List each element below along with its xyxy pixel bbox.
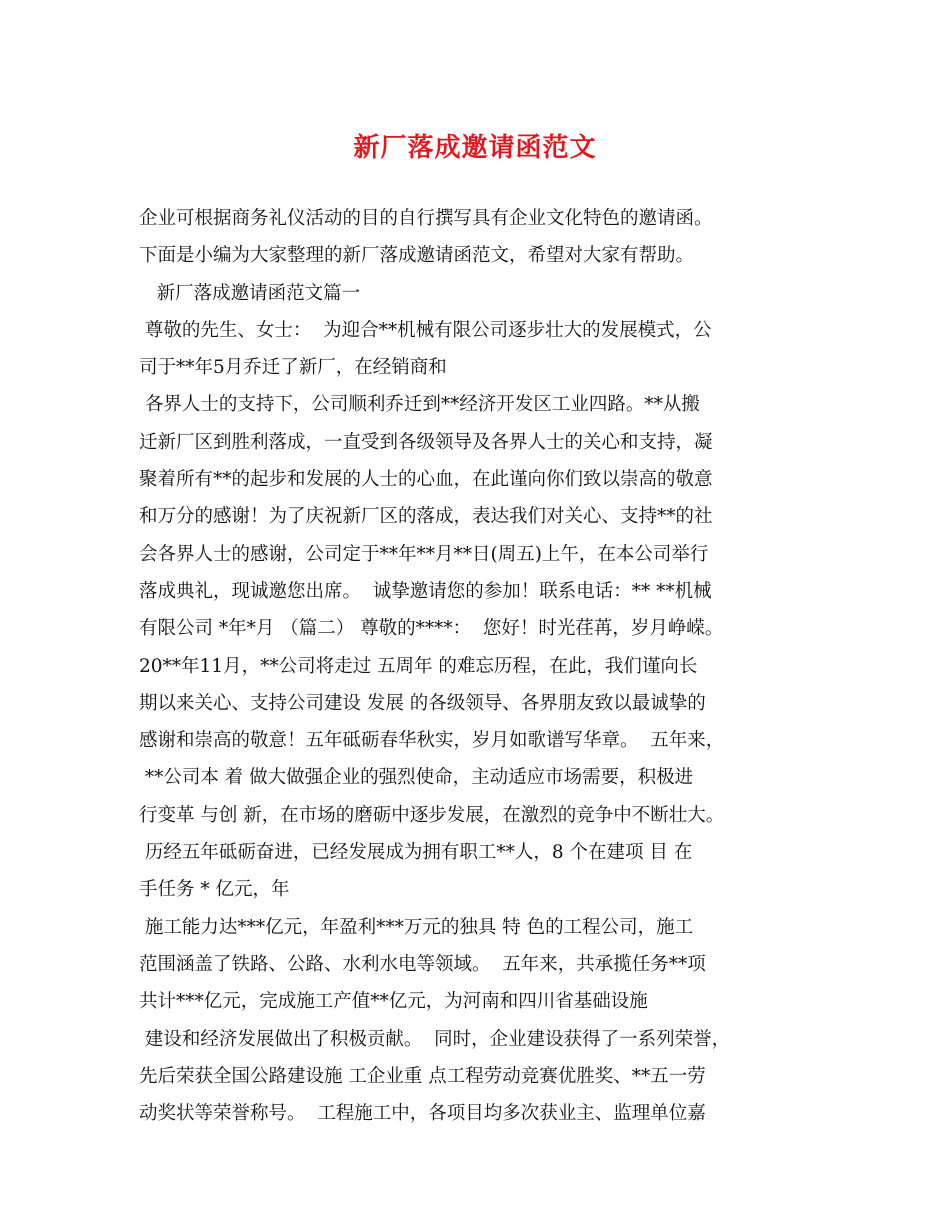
document-title: 新厂落成邀请函范文: [353, 133, 597, 163]
body-line: 下面是小编为大家整理的新厂落成邀请函范文，希望对大家有帮助。: [139, 245, 695, 267]
body-line: 有限公司 *年*月 （篇二） 尊敬的****： 您好！时光荏苒，岁月峥嵘。: [139, 618, 724, 640]
body-line: 感谢和崇高的敬意！五年砥砺春华秋实，岁月如歌谱写华章。 五年来，: [139, 730, 725, 752]
body-line: 新厂落成邀请函范文篇一: [139, 282, 361, 304]
body-line: 企业可根据商务礼仪活动的目的自行撰写具有企业文化特色的邀请函。: [139, 208, 713, 229]
body-line: 期以来关心、支持公司建设 发展 的各级领导、各界朋友致以最诚挚的: [139, 692, 706, 714]
body-line: 先后荣获全国公路建设施 工企业重 点工程劳动竞赛优胜奖、**五一劳: [139, 1065, 706, 1087]
body-line: 尊敬的先生、女士： 为迎合**机械有限公司逐步壮大的发展模式，公: [139, 319, 712, 341]
body-line: 手任务 * 亿元，年: [139, 879, 290, 901]
body-line: 共计***亿元，完成施工产值**亿元，为河南和四川省基础设施: [139, 991, 648, 1013]
body-line: 聚着所有**的起步和发展的人士的心血，在此谨向你们致以崇高的敬意: [139, 469, 713, 491]
body-line: 历经五年砥砺奋进，已经发展成为拥有职工**人，8 个在建项 目 在: [139, 842, 693, 864]
body-line: 20**年11月，**公司将走过 五周年 的难忘历程，在此，我们谨向长: [139, 655, 698, 677]
body-line: 各界人士的支持下，公司顺利乔迁到**经济开发区工业四路。**从搬: [139, 394, 700, 416]
body-line: 迁新厂区到胜利落成，一直受到各级领导及各界人士的关心和支持，凝: [139, 431, 713, 453]
body-line: 行变革 与创 新，在市场的磨砺中逐步发展，在激烈的竞争中不断壮大。: [139, 804, 725, 826]
body-line: 落成典礼，现诚邀您出席。 诚挚邀请您的参加！联系电话：** **机械: [139, 580, 712, 602]
body-line: 建设和经济发展做出了积极贡献。 同时，企业建设获得了一系列荣誉，: [139, 1028, 731, 1050]
document-body: [139, 200, 829, 1132]
body-line: 司于**年5月乔迁了新厂，在经销商和: [139, 357, 447, 379]
body-line: 会各界人士的感谢，公司定于**年**月**日(周五)上午，在本公司举行: [139, 543, 709, 565]
body-line: 施工能力达***亿元，年盈利***万元的独具 特 色的工程公司，施工: [139, 916, 694, 938]
body-line: 动奖状等荣誉称号。 工程施工中，各项目均多次获业主、监理单位嘉: [139, 1103, 706, 1125]
body-line: 和万分的感谢！为了庆祝新厂区的落成，表达我们对关心、支持**的社: [139, 506, 713, 528]
body-line: 范围涵盖了铁路、公路、水利水电等领域。 五年来，共承揽任务**项: [139, 953, 706, 975]
body-line: **公司本 着 做大做强企业的强烈使命，主动适应市场需要，积极进: [139, 767, 694, 789]
